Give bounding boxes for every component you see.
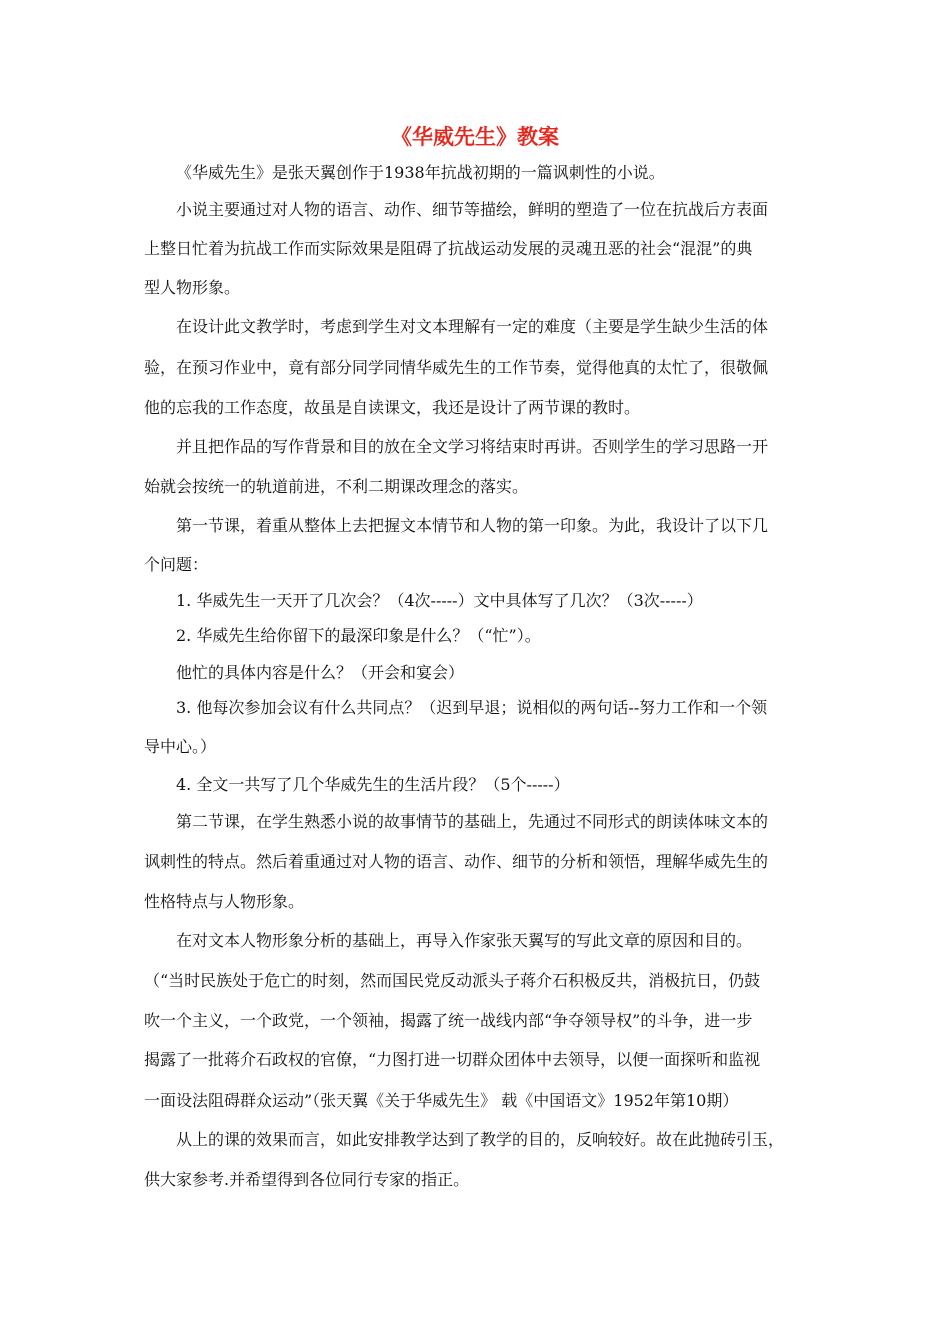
paragraph-line: 个问题： (144, 555, 209, 574)
paragraph-line: 导中心。） (144, 737, 217, 756)
paragraph-line: 性格特点与人物形象。 (144, 892, 305, 911)
paragraph-line: 吹一个主义，一个政党，一个领袖，揭露了统一战线内部“争夺领导权”的斗争，进一步 (144, 1011, 753, 1030)
document-title: 《华威先生》教案 (391, 125, 559, 149)
paragraph-line: 从上的课的效果而言，如此安排教学达到了教学的目的，反响较好。故在此抛砖引玉， (176, 1130, 785, 1149)
paragraph-line: 型人物形象。 (144, 278, 241, 297)
paragraph-line: 小说主要通过对人物的语言、动作、细节等描绘，鲜明的塑造了一位在抗战后方表面 (176, 200, 769, 219)
list-item: 1. 华威先生一天开了几次会？（4次-----）文中具体写了几次？（3次-----） (176, 591, 703, 610)
paragraph-line: 《华威先生》是张天翼创作于1938年抗战初期的一篇讽刺性的小说。 (176, 163, 665, 182)
paragraph-line: 始就会按统一的轨道前进，不利二期课改理念的落实。 (144, 477, 529, 496)
paragraph-line: （“当时民族处于危亡的时刻，然而国民党反动派头子蒋介石积极反共，消极抗日，仍鼓 (144, 971, 761, 990)
paragraph-line: 在对文本人物形象分析的基础上，再导入作家张天翼写的写此文章的原因和目的。 (176, 931, 753, 950)
paragraph-line: 他忙的具体内容是什么？（开会和宴会） (176, 663, 465, 682)
paragraph-line: 一面设法阻碍群众运动”（张天翼《关于华威先生》 载《中国语文》1952年第10期） (144, 1091, 739, 1110)
paragraph-line: 第一节课，着重从整体上去把握文本情节和人物的第一印象。为此，我设计了以下几 (176, 516, 769, 535)
paragraph-line: 验，在预习作业中，竟有部分同学同情华威先生的工作节奏，觉得他真的太忙了，很敬佩 (144, 358, 769, 377)
paragraph-line: 讽刺性的特点。然后着重通过对人物的语言、动作、细节的分析和领悟，理解华威先生的 (144, 852, 769, 871)
list-item: 3. 他每次参加会议有什么共同点？（迟到早退；说相似的两句话--努力工作和一个领 (176, 698, 768, 717)
paragraph-line: 并且把作品的写作背景和目的放在全文学习将结束时再讲。否则学生的学习思路一开 (176, 437, 769, 456)
paragraph-line: 在设计此文教学时，考虑到学生对文本理解有一定的难度（主要是学生缺少生活的体 (176, 317, 769, 336)
paragraph-line: 供大家参考.并希望得到各位同行专家的指正。 (144, 1170, 470, 1189)
paragraph-line: 上整日忙着为抗战工作而实际效果是阻碍了抗战运动发展的灵魂丑恶的社会“混混”的典 (144, 239, 753, 258)
paragraph-line: 揭露了一批蒋介石政权的官僚，“力图打进一切群众团体中去领导，以便一面探听和监视 (144, 1050, 761, 1069)
list-item: 4. 全文一共写了几个华威先生的生活片段？（5个-----） (176, 775, 570, 794)
paragraph-line: 他的忘我的工作态度，故虽是自读课文，我还是设计了两节课的教时。 (144, 398, 641, 417)
list-item: 2. 华威先生给你留下的最深印象是什么？（“忙”）。 (176, 626, 541, 645)
paragraph-line: 第二节课，在学生熟悉小说的故事情节的基础上，先通过不同形式的朗读体味文本的 (176, 812, 769, 831)
